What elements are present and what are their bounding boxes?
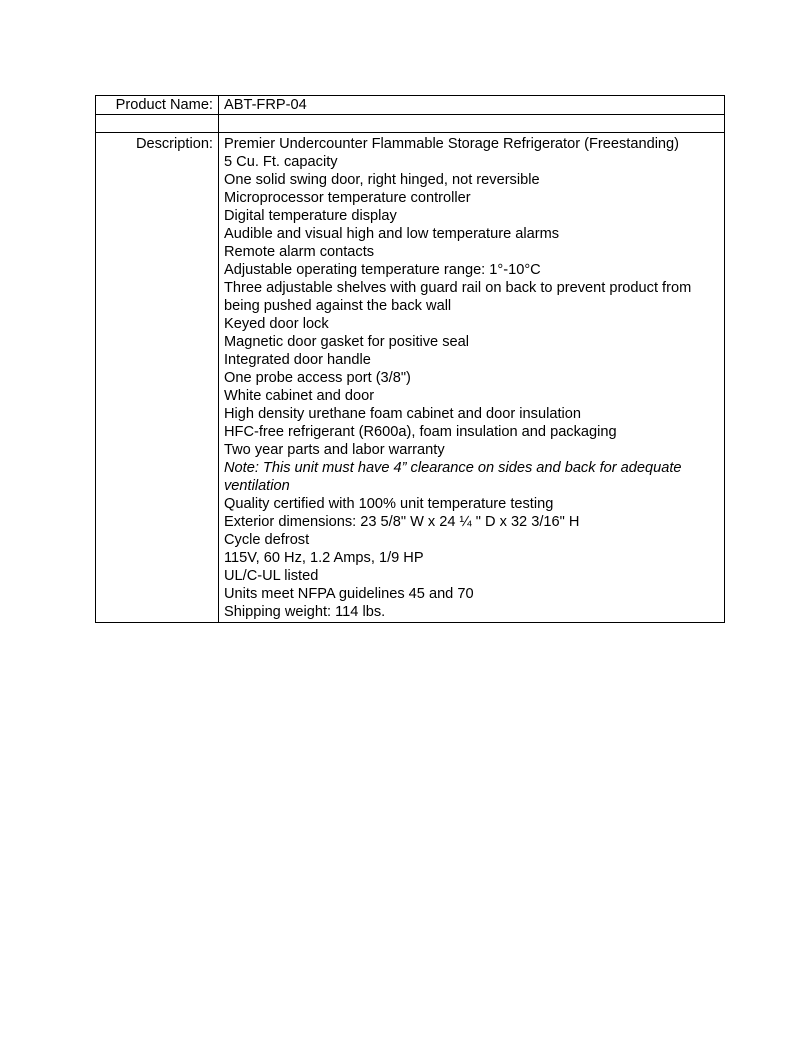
description-item: White cabinet and door <box>224 388 375 404</box>
description-label: Description: <box>96 133 219 623</box>
description-item: 5 Cu. Ft. capacity <box>224 154 338 170</box>
description-item: Exterior dimensions: 23 5/8" W x 24 ¼ " D x 32 3/16" H <box>224 514 580 530</box>
description-item: Digital temperature display <box>224 208 397 224</box>
product-spec-table <box>95 95 725 623</box>
description-item: Cycle defrost <box>224 532 310 548</box>
description-item: Three adjustable shelves with guard rail on back to prevent product from being pushed against the back wall <box>224 280 692 314</box>
empty-row <box>96 115 725 133</box>
description-item: Remote alarm contacts <box>224 244 375 260</box>
description-item: Units meet NFPA guidelines 45 and 70 <box>224 586 474 602</box>
description-item: 115V, 60 Hz, 1.2 Amps, 1/9 HP <box>224 550 424 566</box>
description-item: Audible and visual high and low temperature alarms <box>224 226 560 242</box>
description-list <box>219 133 725 623</box>
description-item: Integrated door handle <box>224 352 371 368</box>
description-item: Two year parts and labor warranty <box>224 442 445 458</box>
description-row <box>96 133 725 623</box>
product-name-value: ABT-FRP-04 <box>219 96 725 115</box>
description-item: One probe access port (3/8") <box>224 370 411 386</box>
description-item: One solid swing door, right hinged, not reversible <box>224 172 540 188</box>
product-name-label: Product Name: <box>96 96 219 115</box>
description-note: Note: This unit must have 4” clearance on sides and back for adequate ventilation <box>224 460 682 494</box>
description-item: Magnetic door gasket for positive seal <box>224 334 469 350</box>
description-item: Microprocessor temperature controller <box>224 190 471 206</box>
description-item: HFC-free refrigerant (R600a), foam insulation and packaging <box>224 424 617 440</box>
description-item: Premier Undercounter Flammable Storage Refrigerator (Freestanding) <box>224 136 680 152</box>
description-item: High density urethane foam cabinet and door insulation <box>224 406 581 422</box>
description-item: Quality certified with 100% unit temperature testing <box>224 496 554 512</box>
description-item: Adjustable operating temperature range: 1°-10°C <box>224 262 541 278</box>
description-item: Shipping weight: 114 lbs. <box>224 604 386 620</box>
product-name-row <box>96 96 725 115</box>
description-item: Keyed door lock <box>224 316 329 332</box>
description-item: UL/C-UL listed <box>224 568 319 584</box>
